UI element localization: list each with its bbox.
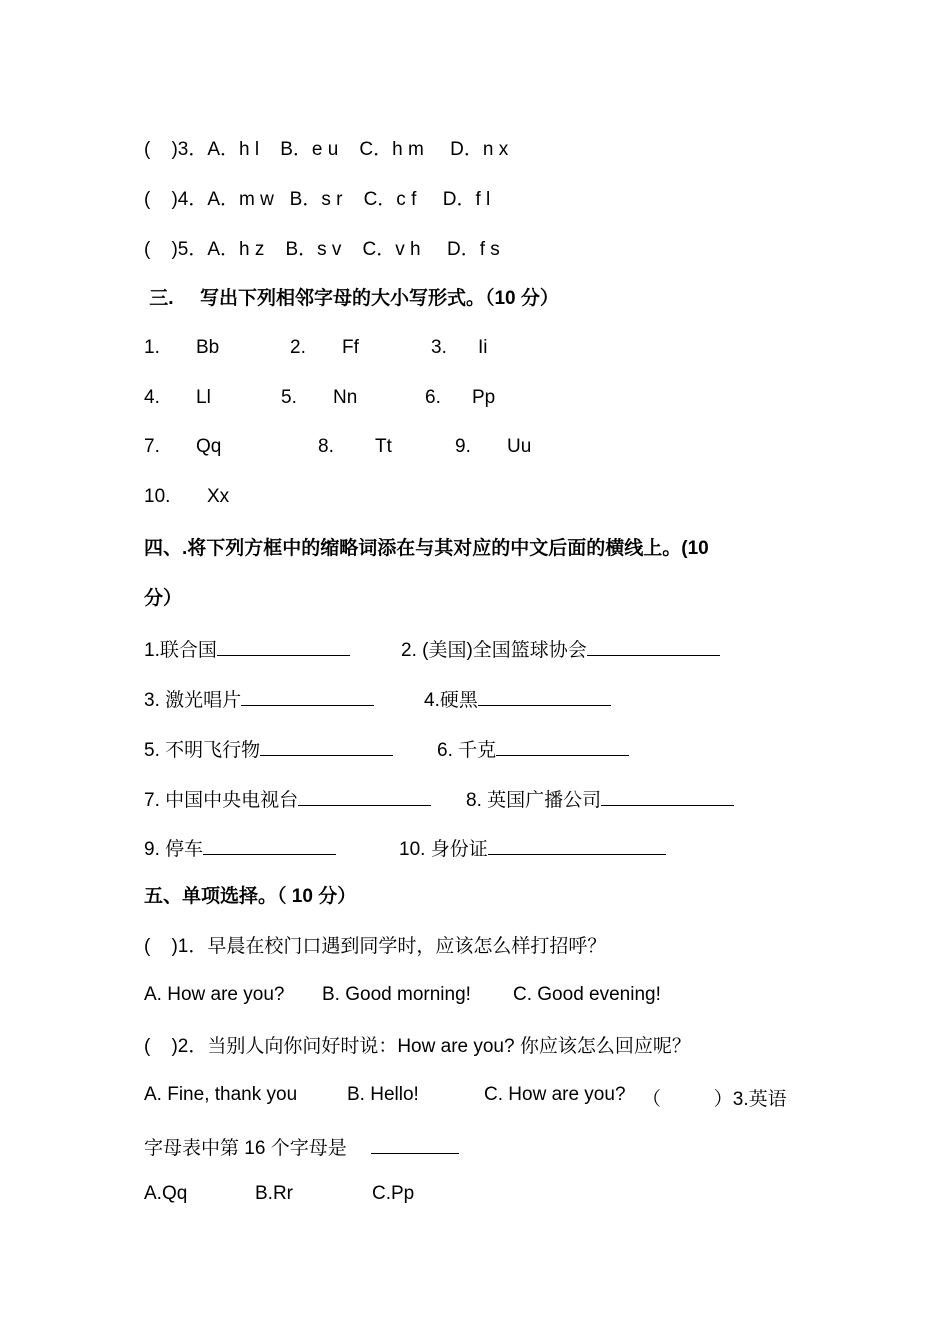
item-number: 9. <box>455 436 471 457</box>
item-number: 2. <box>290 337 306 358</box>
abbr-item: 4.硬黑 <box>424 685 611 712</box>
letter-pair: Ll <box>196 387 211 408</box>
abbr-item: 7. 中国中央电视台 <box>144 785 431 812</box>
abbr-item: 10. 身份证 <box>399 834 666 861</box>
mc-question-2: ( )2．当别人向你问好时说：How are you? 你应该怎么回应呢？ <box>144 1036 691 1057</box>
abbr-item: 6. 千克 <box>437 735 629 762</box>
option-c: C. Good evening! <box>513 984 661 1005</box>
answer-blank[interactable] <box>371 1133 459 1154</box>
letter-pair: Bb <box>196 337 220 358</box>
answer-blank[interactable] <box>298 785 431 806</box>
item-number: 1. <box>144 337 160 358</box>
option-c: C.Pp <box>372 1183 415 1204</box>
letter-pair: Uu <box>507 436 532 457</box>
mc-question-3-start: （ ）3.英语 <box>642 1089 787 1110</box>
letter-pair: Ii <box>478 337 488 358</box>
item-number: 6. <box>425 387 441 408</box>
letter-pair: Xx <box>207 486 230 507</box>
answer-blank[interactable] <box>478 685 611 706</box>
question-4: ( )4．A．m w B．s r C．c f D．f l <box>144 189 491 210</box>
answer-blank[interactable] <box>241 685 374 706</box>
answer-blank[interactable] <box>488 834 666 855</box>
item-number: 4. <box>144 387 160 408</box>
option-c: C. How are you? <box>484 1084 626 1105</box>
section-3-title: 三. 写出下列相邻字母的大小写形式。（10 分） <box>144 288 559 309</box>
letter-pair: Ff <box>342 337 359 358</box>
letter-pair: Pp <box>472 387 496 408</box>
answer-blank[interactable] <box>496 735 629 756</box>
mc-question-1: ( )1．早晨在校门口遇到同学时，应该怎么样打招呼？ <box>144 936 607 957</box>
mc-question-3: 字母表中第 16 个字母是 <box>144 1133 459 1162</box>
answer-blank[interactable] <box>217 635 350 656</box>
abbr-item: 1.联合国 <box>144 635 350 662</box>
abbr-item: 5. 不明飞行物 <box>144 735 393 762</box>
answer-blank[interactable] <box>587 635 720 656</box>
answer-blank[interactable] <box>260 735 393 756</box>
letter-pair: Tt <box>375 436 392 457</box>
option-a: A.Qq <box>144 1183 188 1204</box>
item-number: 10. <box>144 486 171 507</box>
option-b: B. Good morning! <box>322 984 471 1005</box>
option-a: A. How are you? <box>144 984 285 1005</box>
letter-pair: Qq <box>196 436 222 457</box>
item-number: 8. <box>318 436 334 457</box>
abbr-item: 8. 英国广播公司 <box>466 785 734 812</box>
answer-blank[interactable] <box>601 785 734 806</box>
option-b: B. Hello! <box>347 1084 419 1105</box>
abbr-item: 9. 停车 <box>144 834 336 861</box>
question-5: ( )5．A．h z B．s v C．v h D．f s <box>144 239 500 260</box>
answer-blank[interactable] <box>203 834 336 855</box>
question-3: ( )3．A．h l B．e u C．h m D．n x <box>144 139 509 160</box>
section-5-title: 五、单项选择。（ 10 分） <box>144 886 357 907</box>
item-number: 7. <box>144 436 160 457</box>
abbr-item: 2. (美国)全国篮球协会 <box>401 635 720 662</box>
option-a: A. Fine, thank you <box>144 1084 298 1105</box>
abbr-item: 3. 激光唱片 <box>144 685 374 712</box>
item-number: 5. <box>281 387 297 408</box>
section-4-title-cont: 分） <box>144 588 183 609</box>
option-b: B.Rr <box>255 1183 293 1204</box>
letter-pair: Nn <box>333 387 358 408</box>
section-4-title: 四、.将下列方框中的缩略词添在与其对应的中文后面的横线上。(10 <box>144 538 709 559</box>
item-number: 3. <box>431 337 447 358</box>
